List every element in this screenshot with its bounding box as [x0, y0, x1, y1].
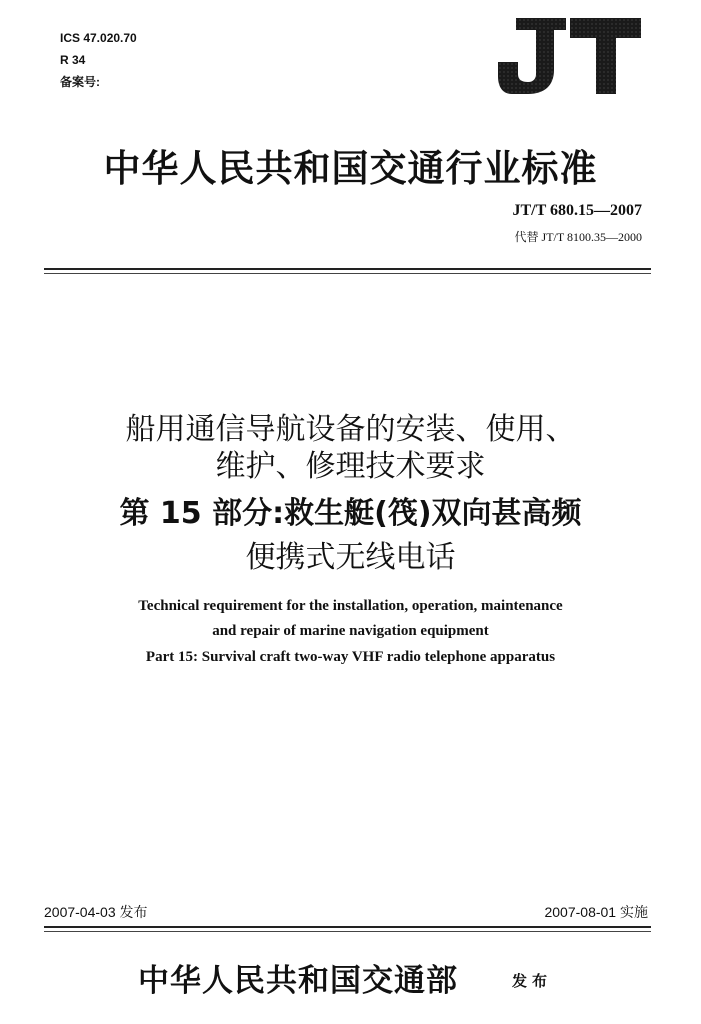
- replaces-standard: 代替 JT/T 8100.35—2000: [514, 230, 642, 244]
- english-title-line-1: Technical requirement for the installation, operation, maintenance: [138, 598, 563, 614]
- publish-date: 2007-04-03 发布: [44, 904, 148, 920]
- classification-code: R 34: [60, 53, 86, 67]
- footer-divider: [44, 926, 651, 928]
- organization-title: 中华人民共和国交通行业标准: [103, 146, 598, 190]
- issued-label: 发布: [512, 972, 553, 990]
- ics-code: ICS 47.020.70: [60, 31, 137, 45]
- chinese-title-line-3: 第 15 部分:救生艇(筏)双向甚高频: [119, 496, 582, 531]
- header-divider-thin: [44, 273, 651, 274]
- chinese-title-line-4: 便携式无线电话: [245, 540, 456, 575]
- jt-logo: [498, 18, 641, 94]
- footer-divider-thin: [44, 931, 651, 932]
- english-title-line-3: Part 15: Survival craft two-way VHF radio telephone apparatus: [145, 649, 556, 665]
- issuing-authority: 中华人民共和国交通部: [138, 963, 458, 999]
- header-divider: [44, 268, 651, 270]
- chinese-title-line-2: 维护、修理技术要求: [215, 449, 486, 484]
- standard-code: JT/T 680.15—2007: [512, 202, 642, 219]
- record-number-label: 备案号:: [60, 75, 100, 89]
- implementation-date: 2007-08-01 实施: [544, 904, 648, 920]
- chinese-title-line-1: 船用通信导航设备的安装、使用、: [125, 412, 576, 447]
- english-title-line-2: and repair of marine navigation equipment: [212, 623, 489, 639]
